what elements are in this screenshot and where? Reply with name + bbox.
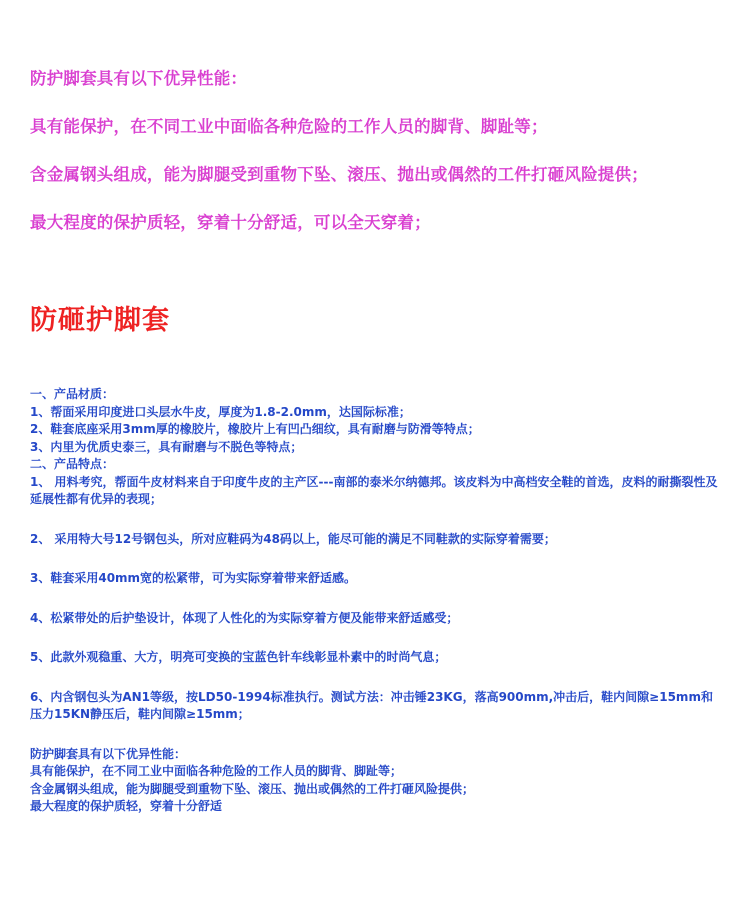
feature-item-5: 5、此款外观稳重、大方，明亮可变换的宝蓝色针车线彰显朴素中的时尚气息； [30, 650, 447, 664]
intro-heading: 防护脚套具有以下优异性能： [30, 69, 248, 88]
intro-line-comfort: 最大程度的保护质轻，穿着十分舒适，可以全天穿着； [30, 213, 431, 232]
summary-line-steel-toe: 含金属钢头组成，能为脚腿受到重物下坠、滚压、抛出或偶然的工件打砸风险提供； [30, 781, 475, 796]
details-block [30, 386, 720, 816]
feature-item-6: 6、内含钢包头为AN1等级，按LD50-1994标准执行。测试方法：冲击锤23KG，落高900mm,冲击后，鞋内间隙≥15mm和压力15KN静压后，鞋内间隙≥15mm； [30, 689, 713, 721]
summary-line-comfort: 最大程度的保护质轻，穿着十分舒适 [30, 799, 223, 813]
material-item-3: 3、内里为优质史泰三，具有耐磨与不脱色等特点； [30, 439, 303, 454]
summary-heading: 防护脚套具有以下优异性能： [30, 746, 187, 761]
materials-heading: 一、产品材质： [30, 387, 115, 401]
summary-line-protection: 具有能保护，在不同工业中面临各种危险的工作人员的脚背、脚趾等； [30, 764, 403, 778]
feature-item-2: 2、 采用特大号12号钢包头，所对应鞋码为48码以上，能尽可能的满足不同鞋款的实际穿着需要； [30, 531, 556, 546]
intro-line-steel-toe: 含金属钢头组成，能为脚腿受到重物下坠、滚压、抛出或偶然的工件打砸风险提供； [30, 165, 648, 184]
material-item-1: 1、帮面采用印度进口头层水牛皮，厚度为1.8-2.0mm，达国际标准； [30, 404, 411, 419]
feature-item-4: 4、松紧带处的后护垫设计，体现了人性化的为实际穿着方便及能带来舒适感受； [30, 610, 459, 625]
feature-item-3: 3、鞋套采用40mm宽的松紧带，可为实际穿着带来舒适感。 [30, 571, 357, 585]
intro-block [30, 67, 745, 235]
section-title: 防砸护脚套 [30, 305, 170, 336]
intro-line-protection: 具有能保护，在不同工业中面临各种危险的工作人员的脚背、脚趾等； [30, 117, 548, 136]
material-item-2: 2、鞋套底座采用3mm厚的橡胶片，橡胶片上有凹凸细纹，具有耐磨与防滑等特点； [30, 422, 480, 436]
feature-item-1: 1、 用料考究，帮面牛皮材料来自于印度牛皮的主产区---南部的泰米尔纳德邦。该皮料为中高档安全鞋的首选，皮料的耐撕裂性及延展性都有优异的表现； [30, 474, 718, 506]
features-heading: 二、产品特点： [30, 457, 115, 471]
